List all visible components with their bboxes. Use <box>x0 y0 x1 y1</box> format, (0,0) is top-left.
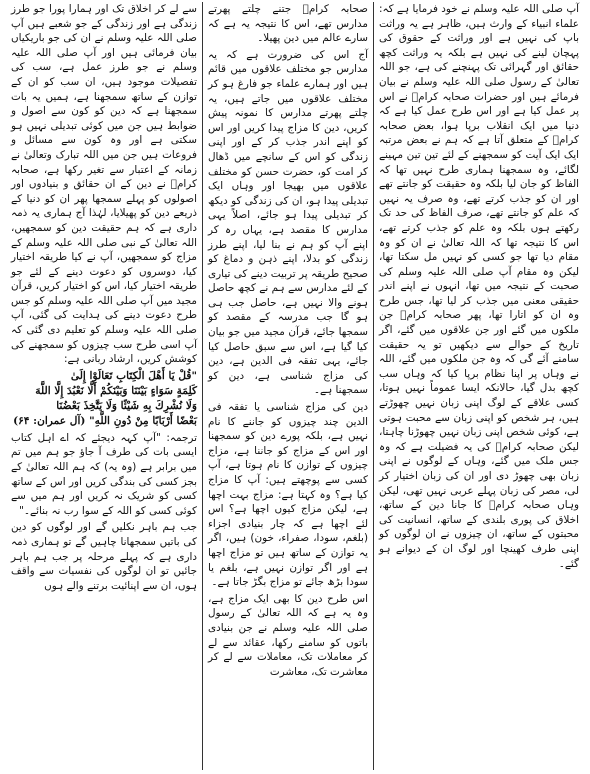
middle-column-paragraph-3: دین کی مزاج شناسی یا تفقہ فی الدین چند چیزوں کو جاننے کا نام نہیں ہے، بلکہ پورے دین کو سمجھنا اور اس کے مزاج کو جاننا ہے، مزاج چیزوں کے توازن کا نام ہوتا ہے، آپ کسی سے پوچھتے ہیں: آپ کا مزاج کیا ہے؟ وہ کہتا ہے: مزاج بہت اچھا ہے، لیکن مزاج کیوں اچھا ہے؟ اس لئے اچھا ہے کہ چار بنیادی اجزاء (بلغم، سودا، صفراء، خون) ہیں، اگر یہ توازن کے ساتھ ہیں تو مزاج اچھا ہے اور اگر توازن نہیں ہے، بلغم یا سودا بڑھ جائے تو مزاج بگڑ جاتا ہے۔ <box>208 401 368 589</box>
quran-verse <box>11 369 197 429</box>
left-column <box>6 2 202 770</box>
quran-line: كَلِمَةٍ سَوَاءٍ بَيْنَنَا وَبَيْنَكُمْ أَلَّا نَعْبُدَ إِلَّا اللَّهَ <box>35 384 197 397</box>
translation-paragraph: ترجمہ: "آپ کہہ دیجئے کہ اے اہل کتاب ایسی بات کی طرف آ جاؤ جو ہم میں تم میں برابر ہے (وہ یہ) کہ ہم اللہ تعالیٰ کے بجز کسی کی بندگی کریں اور اس کے ساتھ کسی کو شریک نہ کریں اور ہم میں سے کوئی کسی کو اللہ کے سوا رب نہ بنائے۔" <box>11 431 197 517</box>
right-column <box>374 2 584 770</box>
middle-column <box>202 2 374 770</box>
middle-column-paragraph-1: صحابہ کرامؓ جتنے چلتے پھرتے مدارس تھے، اس کا نتیجہ یہ ہے کہ سارے عالم میں دین پھیلا۔ <box>208 3 368 45</box>
left-column-paragraph-2: جب ہم باہر نکلیں گے اور لوگوں کو دین کی باتیں سمجھانا چاہیں گے تو ہماری ذمہ داری ہے کہ پہلے مرحلہ پر جب ہم باہر جائیں تو ان لوگوں کی نفسیات سے واقف ہوں، ان سے اپنائیت برتنے والے ہوں <box>11 521 197 592</box>
three-column-layout <box>6 2 584 770</box>
left-column-paragraph-1: سے لے کر اخلاق تک اور ہمارا پورا جو طرز زندگی ہے اور زندگی کے جو شعبے ہیں آپ صلی اللہ علیہ وسلم نے ان کی جو باریکیاں بیان فرمائی ہیں اور آپ صلی اللہ علیہ وسلم نے جو طرز عمل ہے، سب کی تفصیلات موجود ہیں، ان سب کو ان کے توازن کے ساتھ سمجھنا ہے، ہمیں یہ بات سمجھنا ہے کہ دین کو کون سے اصول و ضوابط ہیں جن میں کوئی تبدیلی نہیں ہو سکتی ہے اور وہ کون سے مسائل و فروعات ہیں جن میں اللہ تبارک وتعالیٰ نے زمانہ کے اعتبار سے تغیر رکھا ہے، صحابہ کرامؓ نے دین کے ان حقائق و بنیادوں اور اصولوں کو پہلے سمجھا پھر ان کو دنیا کے ذریعے دین کو پھیلایا، لہٰذا آج ہماری یہ ذمہ داری ہے کہ ہم حقیقت دین کو سمجھیں، اللہ تعالیٰ کے نبی صلی اللہ علیہ وسلم کے مزاج کو سمجھیں، آپ نے کیا طریقہ اختیار کیا، دوسروں کو دعوت دینے کے لئے جو طریقہ اختیار کیا، اس کو اختیار کریں، قرآن مجید میں آپ صلی اللہ علیہ وسلم کو جس طرح دعوت دینے کی ہدایت کی گئی، آپ صلی اللہ علیہ وسلم کو تعلیم دی گئی کہ آپ اسی طرح سب چیزوں کو سمجھنے کی کوشش کریں، ارشاد ربانی ہے: <box>11 3 197 366</box>
quran-line: "قُلْ يَا أَهْلَ الْكِتَابِ تَعَالَوْا إِلَىٰ <box>70 369 197 382</box>
middle-column-paragraph-2: آج اس کی ضرورت ہے کہ یہ مدارس جو مختلف علاقوں میں قائم ہیں اور ہمارے علماء جو فارغ ہو کر مختلف علاقوں میں جاتے ہیں، یہ چلتے پھرتے مدارس کا نمونہ پیش کریں، دین کا مزاج پیدا کریں اور اس کو اپنے اندر جذب کر کے اور اپنی زندگی کو اس کے سانچے میں ڈھال کر امت کو، حضرت حسن کو مختلف علاقوں میں بھیجا اور وہاں ایک تبدیلی پیدا ہو، ان کی زندگی کو دیکھ کر تبدیلی پیدا ہو جائے، اصلاً یہی مدارس کا مقصد ہے، یہاں رہ کر اپنے آپ کو ہم نے بنا لیا، اپنے طرز زندگی کو بدلا، اپنے ذہن و دماغ کو صحیح طریقہ پر تربیت دینے کی تیاری کے لئے مدارس سے ہم نے کچھ حاصل ہونے والا نہیں ہے، حاصل جب ہی ہو گا جب مدرسہ کے مقصد کو سمجھا جائے، قرآن مجید میں جو بیان کیا گیا ہے، اس سے سبق حاصل کیا جائے، یہی تفقہ فی الدین ہے، دین کی مزاج شناسی ہے، دین کو سمجھنا ہے۔ <box>207 48 368 397</box>
quran-line: بَعْضًا أَرْبَابًا مِنْ دُونِ اللَّهِ" (آل عمران: ۶۴) <box>13 414 197 427</box>
right-column-paragraph: آپ صلی اللہ علیہ وسلم نے خود فرمایا ہے کہ: علماء انبیاء کے وارث ہیں، ظاہر ہے یہ وراثت باپ کی نہیں ہے اور وراثت کے حقوق کی پہچان لینے کی نہیں ہے بلکہ یہ وراثت کچھ حقائق اور گہرائی تک پہنچنے کی ہے، جو اللہ تعالیٰ کے رسول صلی اللہ علیہ وسلم نے بیان فرمائے ہیں اور حضرات صحابہ کرامؓ نے اس پر عمل کیا ہے اور اس طرح عمل کیا ہے کہ دنیا میں ایک انقلاب برپا ہوا، بعض صحابہ کرامؓ کے متعلق آتا ہے کہ ہم نے بعض مرتبہ ایک ایک آیت کو سمجھنے کے لئے تین تین مہینے لگائے، وہ سمجھنا ہماری طرح نہیں تھا کہ الفاظ کو جان لیا بلکہ وہ حقیقت کو جانتے تھے اور ان کو جذب کرتے تھے، وہ صرف یہ نہیں کہ علم کو جانتے تھے، صرف الفاظ کی حد تک رکھتے ہوں بلکہ وہ علم کو جذب کرتے تھے، اس کا نتیجہ تھا کہ اللہ تعالیٰ نے ان کو وہ مقام دیا تھا جو کسی کو نہیں مل سکتا تھا، لیکن وہ مقام آپ صلی اللہ علیہ وسلم کی صحبت کے نتیجہ میں تھا، انہوں نے اپنے اندر حقیقی معنی میں جذب کر لیا تھا، جس طرح وہ ان کو اتارا تھا، پھر صحابہ کرامؓ جن ملکوں میں گئے اور جن علاقوں میں گئے، اگر تاریخ کے حوالے سے دیکھیں تو یہ حقیقت سامنے آئے گی کہ وہ جن ملکوں میں گئے، اللہ نے وہاں پر اپنا نظام برپا کیا کہ وہاں سب کچھ بدل گیا، حالانکہ ایسا عموماً نہیں ہوتا، کسی علاقے کے لوگ اپنی زبان نہیں چھوڑتے ہیں، ہر شخص کو اپنی زبان سے محبت ہوتی ہے، کوئی شخص اپنی زبان نہیں چھوڑنا چاہتا، لیکن صحابہ کرامؓ کی یہ فضیلت ہے کہ وہ جس ملک میں گئے، وہاں کے لوگوں نے اپنی زبان بھی چھوڑ دی اور ان کی زبان اختیار کر لی، مصر کی زبان پہلے عربی نہیں تھی، لیکن وہاں صحابہ کرامؓ کا جانا دین کے ساتھ، اخلاق کی پوری بلندی کے ساتھ، انسانیت کی محبتوں کے ساتھ، ان چیزوں نے ان لوگوں کو اپنی طرف کھینچا اور لوگ ان کے دیوانے ہو گئے۔ <box>379 3 579 570</box>
middle-column-paragraph-4: اس طرح دین کا بھی ایک مزاج ہے، وہ یہ ہے کہ اللہ تعالیٰ کے رسول صلی اللہ علیہ وسلم نے جن بنیادی باتوں کو سامنے رکھا، عقائد سے لے کر معاملات تک، معاملات سے لے کر معاشرت تک، معاشرت <box>208 592 368 678</box>
quran-line: وَلَا نُشْرِكَ بِهِ شَيْئًا وَلَا يَتَّخِذَ بَعْضُنَا <box>56 399 197 412</box>
